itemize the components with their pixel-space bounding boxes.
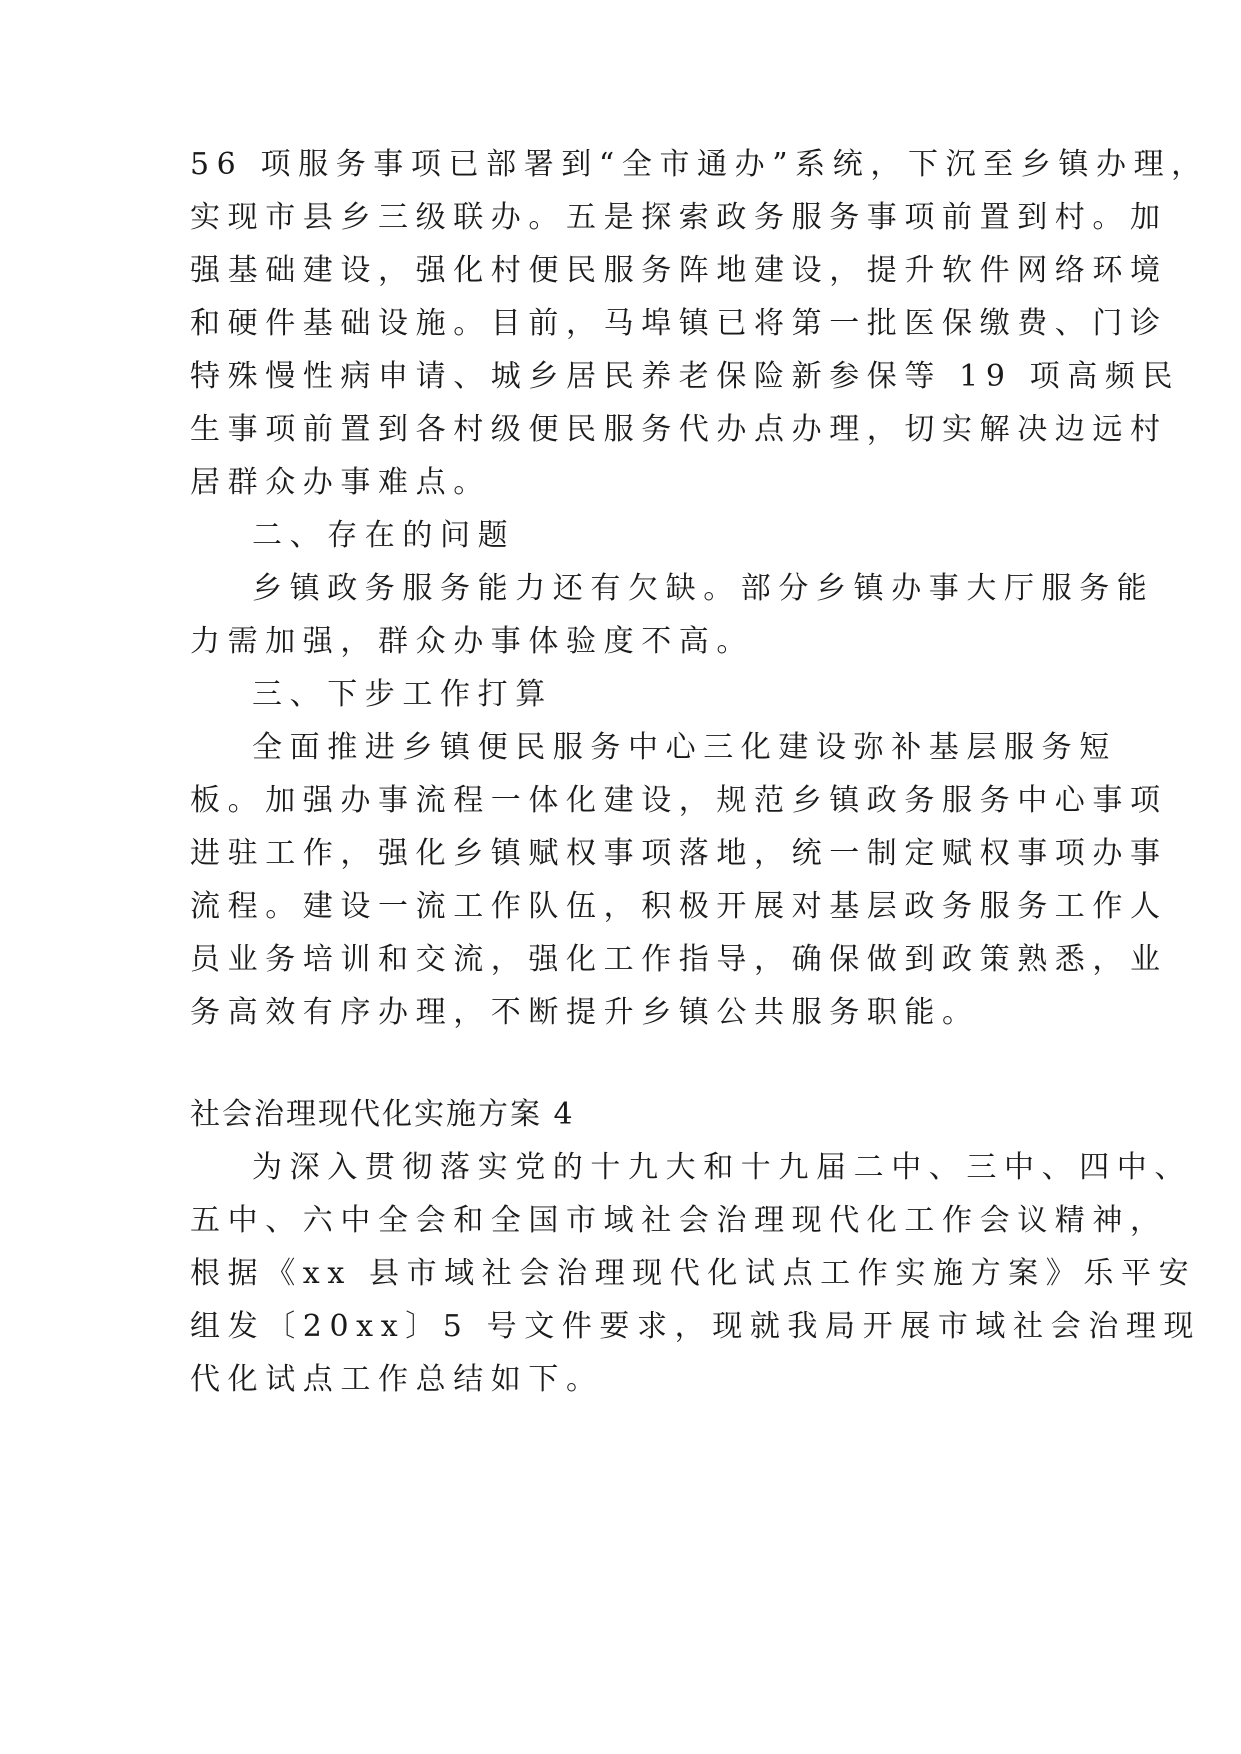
paragraph-line: 员业务培训和交流，强化工作指导，确保做到政策熟悉，业 (190, 942, 1168, 977)
paragraph-line: 进驻工作，强化乡镇赋权事项落地，统一制定赋权事项办事 (190, 836, 1168, 871)
document-title: 社会治理现代化实施方案 4 (190, 1097, 575, 1132)
section-heading: 二、存在的问题 (252, 518, 516, 553)
paragraph-line: 力需加强，群众办事体验度不高。 (190, 624, 754, 659)
paragraph-line: 强基础建设，强化村便民服务阵地建设，提升软件网络环境 (190, 253, 1168, 288)
paragraph-line: 乡镇政务服务能力还有欠缺。部分乡镇办事大厅服务能 (252, 571, 1155, 606)
paragraph-line: 代化试点工作总结如下。 (190, 1362, 604, 1397)
paragraph-line: 板。加强办事流程一体化建设，规范乡镇政务服务中心事项 (190, 783, 1168, 818)
paragraph-line: 流程。建设一流工作队伍，积极开展对基层政务服务工作人 (190, 889, 1168, 924)
paragraph-line: 为深入贯彻落实党的十九大和十九届二中、三中、四中、 (252, 1150, 1192, 1185)
paragraph-line: 组发〔20xx〕5 号文件要求，现就我局开展市域社会治理现 (190, 1309, 1202, 1344)
paragraph-line: 五中、六中全会和全国市域社会治理现代化工作会议精神， (190, 1203, 1168, 1238)
paragraph-line: 根据《xx 县市域社会治理现代化试点工作实施方案》乐平安 (190, 1256, 1197, 1291)
paragraph-line: 务高效有序办理，不断提升乡镇公共服务职能。 (190, 995, 980, 1030)
paragraph-line: 居群众办事难点。 (190, 465, 491, 500)
paragraph-line: 特殊慢性病申请、城乡居民养老保险新参保等 19 项高频民 (190, 359, 1181, 394)
paragraph-line: 生事项前置到各村级便民服务代办点办理，切实解决边远村 (190, 412, 1168, 447)
paragraph-line: 全面推进乡镇便民服务中心三化建设弥补基层服务短 (252, 730, 1117, 765)
paragraph-line: 实现市县乡三级联办。五是探索政务服务事项前置到村。加 (190, 200, 1168, 235)
paragraph-line: 56 项服务事项已部署到“全市通办”系统，下沉至乡镇办理， (190, 147, 1209, 182)
section-heading: 三、下步工作打算 (252, 677, 553, 712)
paragraph-line: 和硬件基础设施。目前，马埠镇已将第一批医保缴费、门诊 (190, 306, 1168, 341)
